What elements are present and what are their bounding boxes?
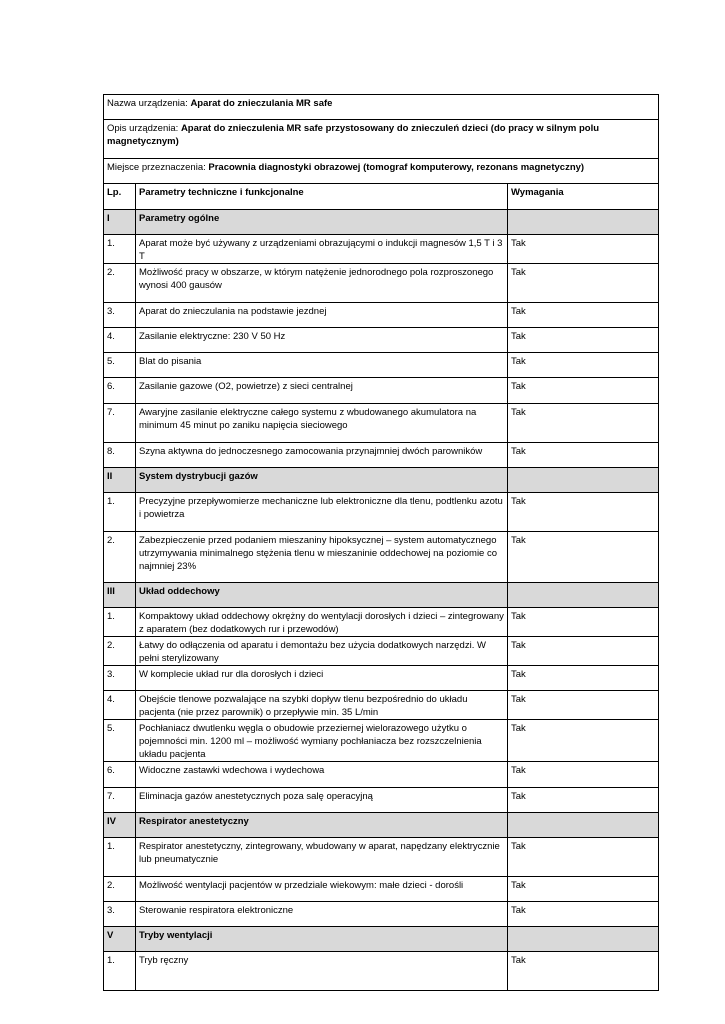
row-parameter: Możliwość wentylacji pacjentów w przedziale wiekowym: małe dzieci - dorośli — [136, 877, 508, 902]
device-name-label: Nazwa urządzenia: — [107, 98, 188, 109]
section-number: III — [104, 583, 136, 608]
row-parameter: Respirator anestetyczny, zintegrowany, wbudowany w aparat, napędzany elektrycznie lub pneumatycznie — [136, 838, 508, 877]
row-requirement: Tak — [508, 902, 659, 927]
row-parameter: Zabezpieczenie przed podaniem mieszaniny hipoksycznej – system automatycznego utrzymywania minimalnego stężenia tlenu w mieszaninie oddechowej na poziomie co najmniej 23% — [136, 532, 508, 583]
section-title: Tryby wentylacji — [136, 927, 508, 952]
row-requirement: Tak — [508, 877, 659, 902]
row-number: 4. — [104, 691, 136, 720]
row-requirement: Tak — [508, 720, 659, 762]
row-requirement: Tak — [508, 637, 659, 666]
row-parameter: Zasilanie gazowe (O2, powietrze) z sieci centralnej — [136, 378, 508, 404]
table-row — [104, 235, 659, 264]
description-label: Opis urządzenia: — [107, 123, 179, 134]
destination-row — [104, 159, 659, 184]
row-requirement: Tak — [508, 443, 659, 468]
row-parameter: Łatwy do odłączenia od aparatu i demontażu bez użycia dodatkowych narzędzi. W pełni sterylizowany — [136, 637, 508, 666]
row-requirement: Tak — [508, 303, 659, 328]
section-title: Układ oddechowy — [136, 583, 508, 608]
section-header-row — [104, 583, 659, 608]
specification-page — [103, 94, 658, 991]
row-number: 1. — [104, 952, 136, 991]
specification-table — [103, 94, 659, 991]
row-parameter: Awaryjne zasilanie elektryczne całego systemu z wbudowanego akumulatora na minimum 45 minut po zaniku napięcia sieciowego — [136, 404, 508, 443]
table-row — [104, 691, 659, 720]
row-requirement: Tak — [508, 493, 659, 532]
section-header-row — [104, 927, 659, 952]
row-parameter: Możliwość pracy w obszarze, w którym natężenie jednorodnego pola rozproszonego wynosi 400 gausów — [136, 264, 508, 303]
row-requirement: Tak — [508, 838, 659, 877]
row-parameter: Blat do pisania — [136, 353, 508, 378]
row-requirement: Tak — [508, 328, 659, 353]
description-value: Aparat do znieczulenia MR safe przystosowany do znieczuleń dzieci (do pracy w silnym polu magnetycznym) — [107, 123, 600, 147]
row-requirement: Tak — [508, 666, 659, 691]
description-row — [104, 120, 659, 159]
table-row — [104, 264, 659, 303]
section-number: I — [104, 210, 136, 235]
row-requirement: Tak — [508, 762, 659, 788]
section-number: V — [104, 927, 136, 952]
table-row — [104, 666, 659, 691]
section-number: II — [104, 468, 136, 493]
row-parameter: Aparat może być używany z urządzeniami obrazującymi o indukcji magnesów 1,5 T i 3 T — [136, 235, 508, 264]
table-row — [104, 720, 659, 762]
row-number: 1. — [104, 235, 136, 264]
row-requirement: Tak — [508, 264, 659, 303]
row-parameter: Pochłaniacz dwutlenku węgla o obudowie przeziernej wielorazowego użytku o pojemności min. 1200 ml – możliwość wymiany pochłaniacza bez rozszczelnienia układu pacjenta — [136, 720, 508, 762]
table-row — [104, 902, 659, 927]
row-parameter: Kompaktowy układ oddechowy okrężny do wentylacji dorosłych i dzieci – zintegrowany z aparatem (bez dodatkowych rur i przewodów) — [136, 608, 508, 637]
row-number: 1. — [104, 838, 136, 877]
row-parameter: Zasilanie elektryczne: 230 V 50 Hz — [136, 328, 508, 353]
row-requirement: Tak — [508, 378, 659, 404]
section-number: IV — [104, 813, 136, 838]
row-number: 5. — [104, 720, 136, 762]
column-header-req: Wymagania — [508, 184, 659, 210]
row-number: 6. — [104, 378, 136, 404]
row-parameter: W komplecie układ rur dla dorosłych i dzieci — [136, 666, 508, 691]
section-empty-cell — [508, 813, 659, 838]
row-requirement: Tak — [508, 404, 659, 443]
table-row — [104, 788, 659, 813]
device-name-row — [104, 95, 659, 120]
table-row — [104, 608, 659, 637]
row-number: 3. — [104, 303, 136, 328]
row-requirement: Tak — [508, 532, 659, 583]
section-title: Parametry ogólne — [136, 210, 508, 235]
row-number: 3. — [104, 902, 136, 927]
row-requirement: Tak — [508, 353, 659, 378]
row-number: 3. — [104, 666, 136, 691]
column-header-params: Parametry techniczne i funkcjonalne — [136, 184, 508, 210]
table-row — [104, 443, 659, 468]
table-row — [104, 353, 659, 378]
row-parameter: Widoczne zastawki wdechowa i wydechowa — [136, 762, 508, 788]
row-parameter: Precyzyjne przepływomierze mechaniczne lub elektroniczne dla tlenu, podtlenku azotu i powietrza — [136, 493, 508, 532]
row-number: 2. — [104, 877, 136, 902]
section-header-row — [104, 813, 659, 838]
row-parameter: Eliminacja gazów anestetycznych poza salę operacyjną — [136, 788, 508, 813]
section-title: System dystrybucji gazów — [136, 468, 508, 493]
row-parameter: Sterowanie respiratora elektroniczne — [136, 902, 508, 927]
row-number: 2. — [104, 637, 136, 666]
table-row — [104, 532, 659, 583]
row-number: 2. — [104, 264, 136, 303]
table-row — [104, 762, 659, 788]
section-header-row — [104, 210, 659, 235]
row-number: 2. — [104, 532, 136, 583]
device-name-value: Aparat do znieczulania MR safe — [190, 98, 333, 109]
table-row — [104, 838, 659, 877]
row-number: 4. — [104, 328, 136, 353]
section-header-row — [104, 468, 659, 493]
section-empty-cell — [508, 927, 659, 952]
table-row — [104, 877, 659, 902]
row-number: 7. — [104, 788, 136, 813]
row-requirement: Tak — [508, 952, 659, 991]
row-requirement: Tak — [508, 691, 659, 720]
row-requirement: Tak — [508, 235, 659, 264]
section-empty-cell — [508, 210, 659, 235]
table-row — [104, 952, 659, 991]
row-parameter: Tryb ręczny — [136, 952, 508, 991]
table-row — [104, 493, 659, 532]
column-header-row — [104, 184, 659, 210]
table-row — [104, 303, 659, 328]
destination-value: Pracownia diagnostyki obrazowej (tomograf komputerowy, rezonans magnetyczny) — [208, 162, 585, 173]
row-parameter: Szyna aktywna do jednoczesnego zamocowania przynajmniej dwóch parowników — [136, 443, 508, 468]
destination-label: Miejsce przeznaczenia: — [107, 162, 206, 173]
column-header-lp: Lp. — [104, 184, 136, 210]
table-row — [104, 404, 659, 443]
row-requirement: Tak — [508, 608, 659, 637]
row-number: 6. — [104, 762, 136, 788]
row-requirement: Tak — [508, 788, 659, 813]
table-row — [104, 378, 659, 404]
section-title: Respirator anestetyczny — [136, 813, 508, 838]
table-row — [104, 637, 659, 666]
row-parameter: Obejście tlenowe pozwalające na szybki dopływ tlenu bezpośrednio do układu pacjenta (nie przez parownik) o przepływie min. 35 L/min — [136, 691, 508, 720]
row-number: 8. — [104, 443, 136, 468]
row-number: 1. — [104, 493, 136, 532]
section-empty-cell — [508, 583, 659, 608]
row-parameter: Aparat do znieczulania na podstawie jezdnej — [136, 303, 508, 328]
row-number: 7. — [104, 404, 136, 443]
row-number: 5. — [104, 353, 136, 378]
table-row — [104, 328, 659, 353]
section-empty-cell — [508, 468, 659, 493]
row-number: 1. — [104, 608, 136, 637]
